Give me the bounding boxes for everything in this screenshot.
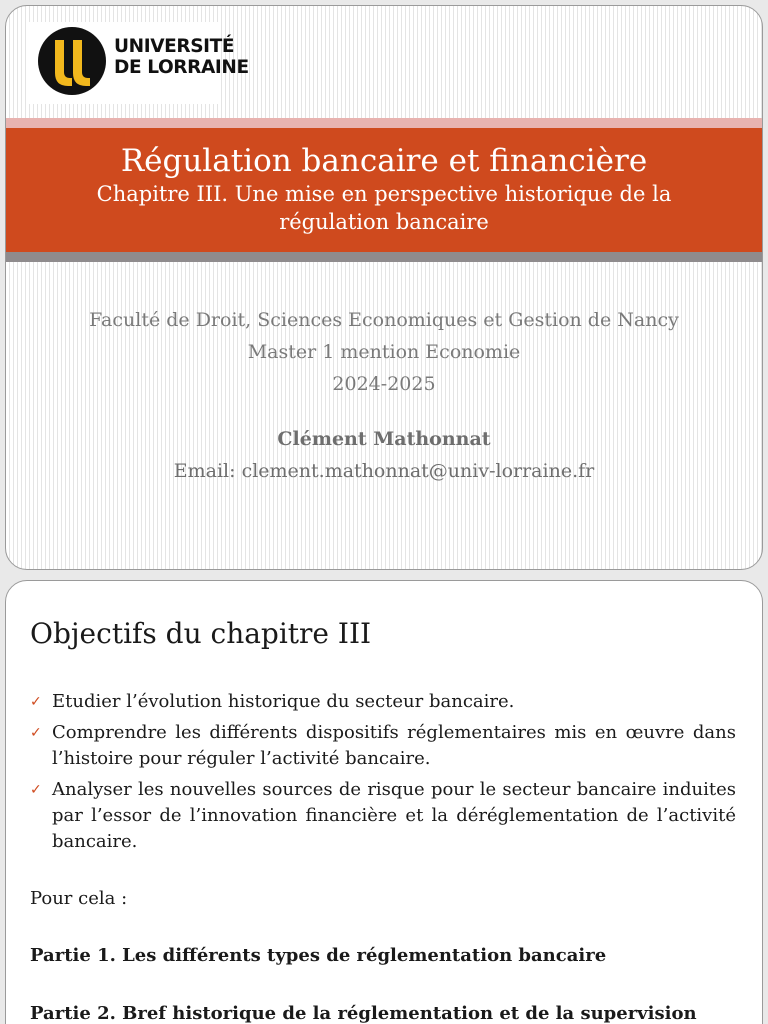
part-1-heading: Partie 1. Les différents types de réglementation bancaire: [30, 945, 607, 966]
logo-area: [6, 6, 762, 118]
logo-text: [114, 36, 249, 78]
slide-subtitle: Chapitre III. Une mise en perspective historique de la régulation bancaire: [96, 182, 672, 234]
author-name: Clément Mathonnat: [277, 428, 491, 450]
list-item-text: Analyser les nouvelles sources de risque pour le secteur bancaire induites par l’essor de l’innovation financière et la déréglementation de l’activité bancaire.: [52, 779, 736, 852]
list-item-text: Etudier l’évolution historique du secteur bancaire.: [52, 691, 515, 712]
universite-de-lorraine-logo-icon: [37, 26, 107, 96]
list-item: [30, 689, 736, 715]
pink-divider: [6, 118, 762, 128]
faculty-name: Faculté de Droit, Sciences Economiques et Gestion de Nancy: [89, 309, 679, 331]
academic-year: 2024-2025: [332, 373, 436, 395]
title-banner: [6, 128, 762, 252]
objectives-slide: [5, 580, 763, 1024]
checkmark-icon: ✓: [30, 725, 42, 741]
list-item: [30, 720, 736, 772]
intro-text: Pour cela :: [30, 888, 128, 909]
checkmark-icon: ✓: [30, 782, 42, 798]
objectives-title: Objectifs du chapitre III: [30, 617, 372, 650]
university-logo: [29, 22, 249, 104]
part-2-heading: Partie 2. Bref historique de la réglementation et de la supervision: [30, 1003, 697, 1024]
logo-line-2: DE LORRAINE: [114, 57, 249, 78]
list-item-text: Comprendre les différents dispositifs réglementaires mis en œuvre dans l’histoire pour réguler l’activité bancaire.: [52, 722, 736, 769]
author-block: [6, 423, 762, 487]
logo-line-1: UNIVERSITÉ: [114, 36, 235, 57]
gray-divider: [6, 252, 762, 262]
objectives-list: [30, 689, 736, 860]
checkmark-icon: ✓: [30, 694, 42, 710]
slide-title: Régulation bancaire et financière: [120, 143, 648, 179]
program-name: Master 1 mention Economie: [247, 341, 521, 363]
list-item: [30, 777, 736, 855]
author-email: Email: clement.mathonnat@univ-lorraine.fr: [173, 460, 595, 482]
course-info: [6, 304, 762, 400]
title-slide: [5, 5, 763, 570]
